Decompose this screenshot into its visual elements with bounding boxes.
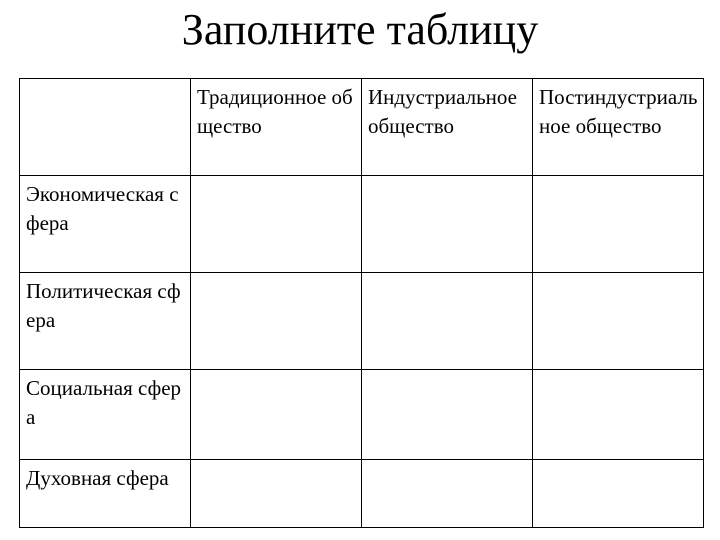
table-cell[interactable]	[191, 273, 362, 370]
row-header-political: Политическая сфера	[20, 273, 191, 370]
row-header-social: Социальная сфера	[20, 370, 191, 460]
table-cell[interactable]	[362, 370, 533, 460]
row-header-economic: Экономическая сфера	[20, 176, 191, 273]
column-header-industrial: Индустриальное общество	[362, 79, 533, 176]
table-cell[interactable]	[533, 273, 704, 370]
table-row	[20, 176, 704, 273]
table-header-row	[20, 79, 704, 176]
slide-title: Заполните таблицу	[181, 5, 539, 54]
table-row	[20, 273, 704, 370]
table-row	[20, 370, 704, 460]
column-header-postindustrial: Постиндустриальное общество	[533, 79, 704, 176]
table-cell[interactable]	[191, 176, 362, 273]
table-row	[20, 460, 704, 528]
table-cell[interactable]	[362, 273, 533, 370]
fill-in-table	[19, 78, 704, 528]
table-cell[interactable]	[533, 460, 704, 528]
table-cell[interactable]	[191, 460, 362, 528]
table-cell[interactable]	[191, 370, 362, 460]
table-cell[interactable]	[362, 176, 533, 273]
table-cell[interactable]	[533, 176, 704, 273]
table-cell[interactable]	[362, 460, 533, 528]
column-header-traditional: Традиционное общество	[191, 79, 362, 176]
corner-cell	[20, 79, 191, 176]
row-header-spiritual: Духовная сфера	[20, 460, 191, 528]
table-cell[interactable]	[533, 370, 704, 460]
